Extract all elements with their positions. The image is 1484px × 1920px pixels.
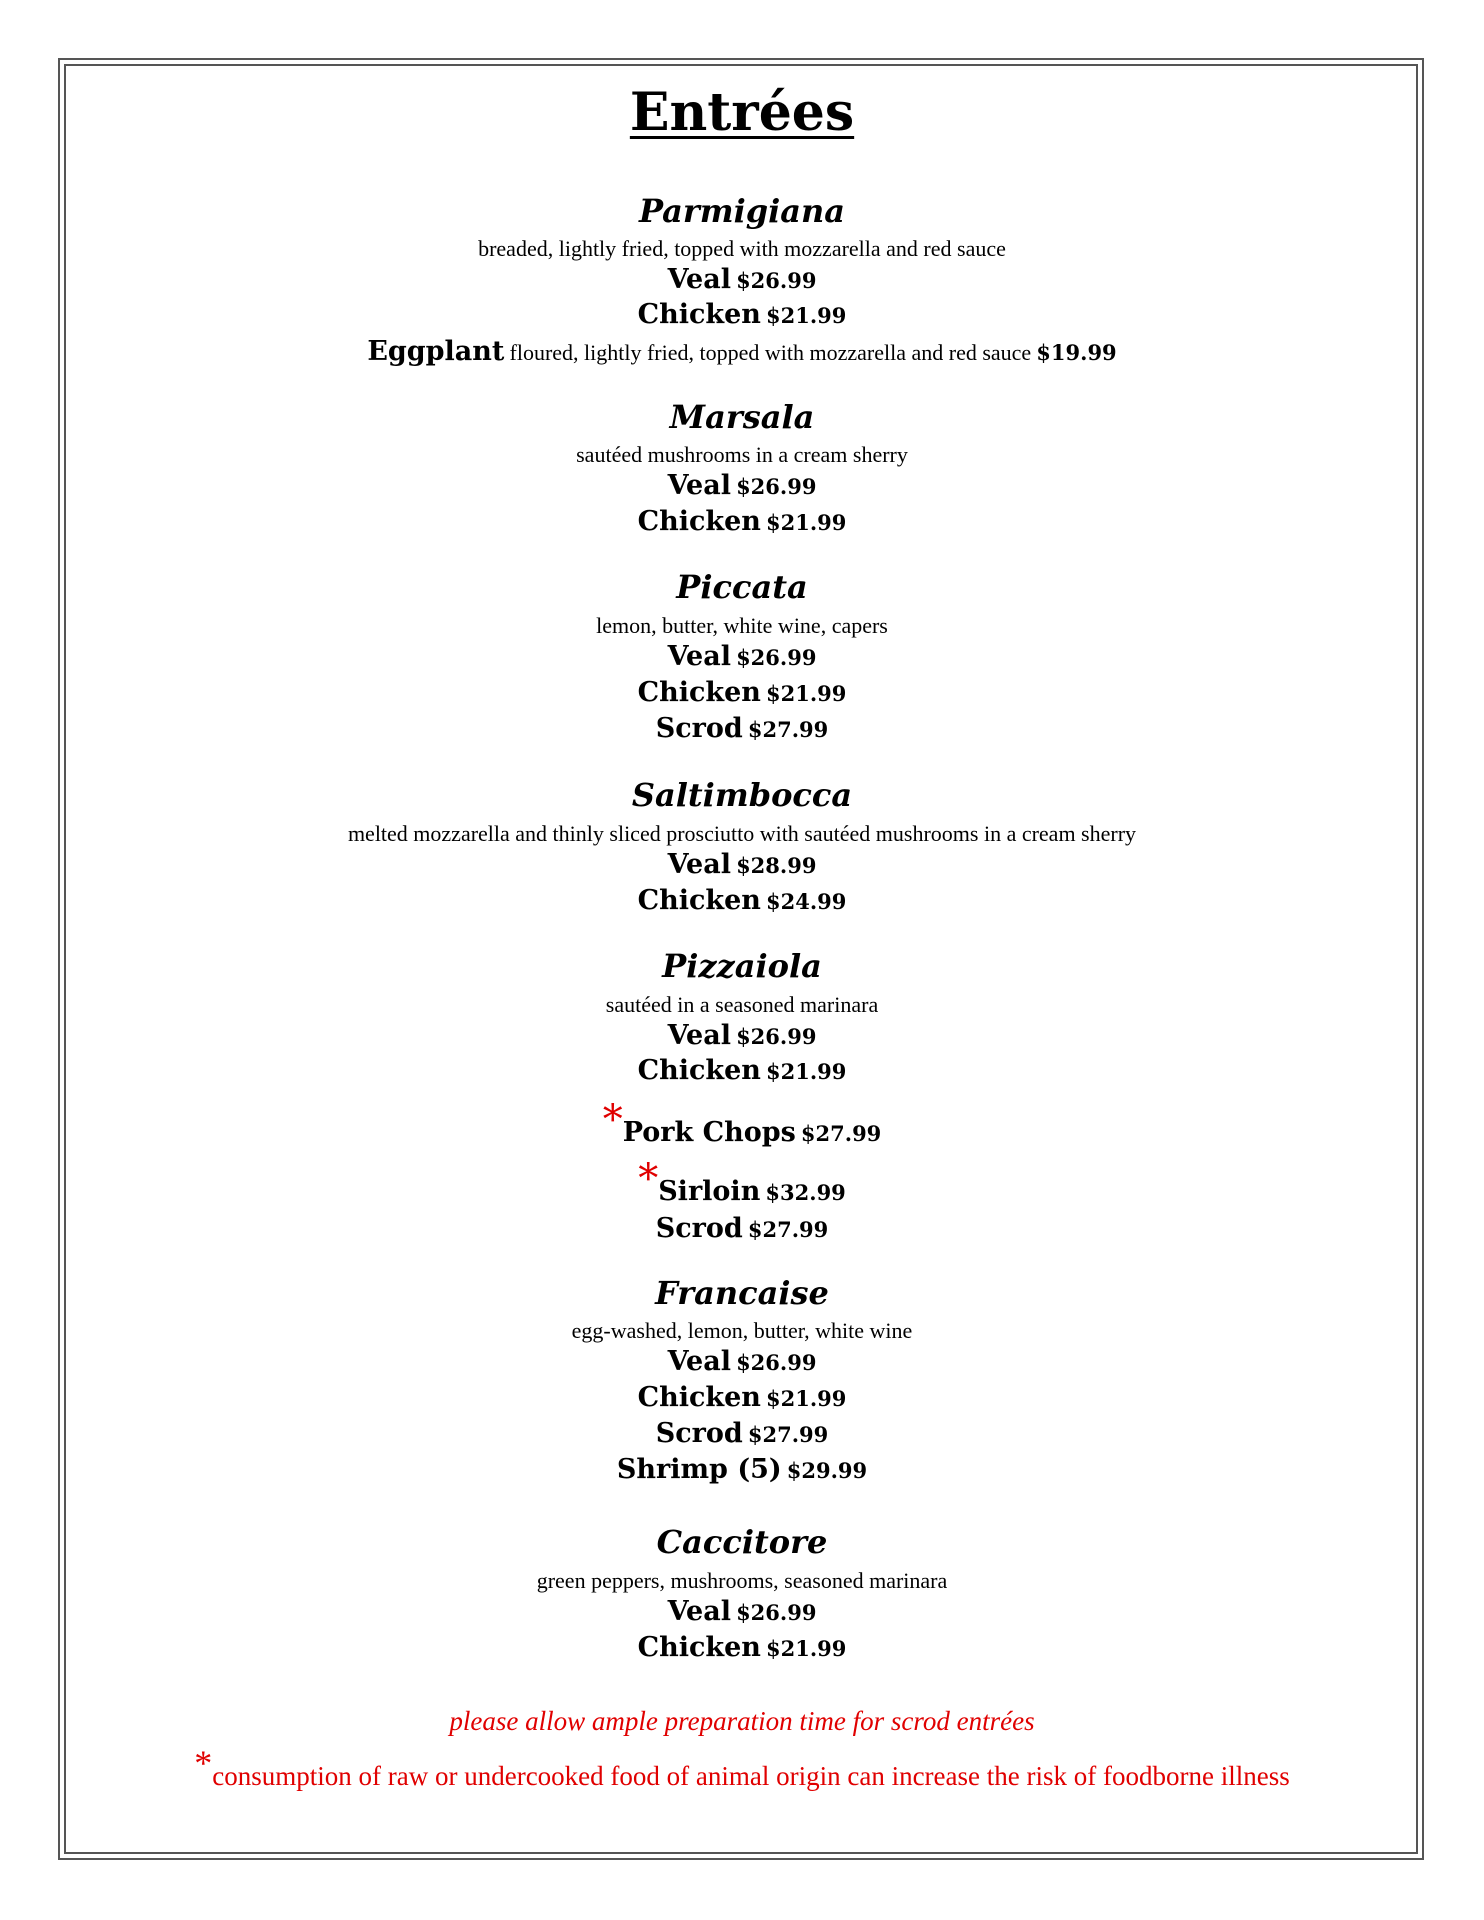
menu-item xyxy=(0,677,1484,708)
item-label: Shrimp (5) xyxy=(616,1454,782,1485)
eggplant-item xyxy=(0,336,1484,367)
item-price: $24.99 xyxy=(766,889,847,914)
dish-name: Marsala xyxy=(669,398,815,436)
item-price: $19.99 xyxy=(1036,340,1117,365)
item-price: $26.99 xyxy=(736,1350,817,1375)
menu-item xyxy=(0,1020,1484,1051)
menu-item xyxy=(0,1596,1484,1627)
item-label: Veal xyxy=(667,1596,731,1627)
dish-description: egg-washed, lemon, butter, white wine xyxy=(571,1318,913,1343)
item-label: Chicken xyxy=(637,677,761,708)
dish-description: breaded, lightly fried, topped with mozzarella and red sauce xyxy=(478,236,1006,261)
menu-item xyxy=(0,849,1484,880)
item-price: $32.99 xyxy=(765,1180,846,1205)
item-label: Chicken xyxy=(637,1632,761,1663)
item-price: $26.99 xyxy=(736,1024,817,1049)
item-label: Eggplant xyxy=(367,336,505,367)
menu-item xyxy=(0,506,1484,537)
dish-description: sautéed mushrooms in a cream sherry xyxy=(576,442,908,467)
page-title: Entrées xyxy=(629,82,855,143)
item-price: $21.99 xyxy=(766,1059,847,1084)
item-label: Veal xyxy=(667,1346,731,1377)
foodborne-warning xyxy=(0,1743,1484,1794)
item-price: $26.99 xyxy=(736,1600,817,1625)
menu-item xyxy=(0,1382,1484,1413)
asterisk-icon: * xyxy=(638,1156,659,1202)
item-label: Chicken xyxy=(637,1055,761,1086)
dish-name: Piccata xyxy=(676,568,808,606)
item-description: floured, lightly fried, topped with mozzarella and red sauce xyxy=(509,340,1032,365)
warning-text: consumption of raw or undercooked food of animal origin can increase the risk of foodborne illness xyxy=(212,1761,1290,1791)
menu-item xyxy=(0,264,1484,295)
menu-item xyxy=(0,885,1484,916)
item-label: Scrod xyxy=(655,1418,743,1449)
menu-item xyxy=(0,1632,1484,1663)
item-price: $21.99 xyxy=(766,303,847,328)
item-price: $21.99 xyxy=(766,1636,847,1661)
item-label: Veal xyxy=(667,1020,731,1051)
dish-description: green peppers, mushrooms, seasoned marinara xyxy=(536,1568,948,1593)
menu-item xyxy=(0,1055,1484,1086)
item-label: Scrod xyxy=(655,713,743,744)
dish-name: Pizzaiola xyxy=(662,947,822,985)
dish-name: Caccitore xyxy=(656,1523,828,1561)
item-label: Chicken xyxy=(637,506,761,537)
menu-item xyxy=(0,299,1484,330)
menu-item xyxy=(0,1097,1484,1151)
item-price: $27.99 xyxy=(747,1217,829,1242)
menu-item xyxy=(0,641,1484,672)
item-label: Pork Chops xyxy=(622,1117,796,1148)
item-label: Scrod xyxy=(655,1213,743,1244)
item-label: Chicken xyxy=(637,1382,761,1413)
dish-description: sautéed in a seasoned marinara xyxy=(605,992,879,1017)
item-label: Veal xyxy=(667,641,731,672)
item-price: $26.99 xyxy=(736,268,817,293)
item-price: $21.99 xyxy=(766,510,847,535)
menu-item xyxy=(0,470,1484,501)
menu-item xyxy=(0,1418,1484,1449)
item-price: $21.99 xyxy=(766,1386,847,1411)
item-price: $27.99 xyxy=(747,717,829,742)
item-price: $29.99 xyxy=(786,1458,868,1483)
item-label: Veal xyxy=(667,264,731,295)
dish-name: Saltimbocca xyxy=(631,776,853,814)
item-label: Veal xyxy=(667,849,731,880)
item-label: Chicken xyxy=(637,299,761,330)
menu-item xyxy=(0,1454,1484,1485)
item-price: $27.99 xyxy=(747,1422,829,1447)
dish-name: Francaise xyxy=(655,1274,829,1312)
menu-item xyxy=(0,1156,1484,1210)
dish-description: lemon, butter, white wine, capers xyxy=(596,613,888,638)
asterisk-icon: * xyxy=(194,1743,213,1783)
item-label: Sirloin xyxy=(658,1176,761,1207)
asterisk-icon: * xyxy=(602,1097,623,1143)
scrod-note: please allow ample preparation time for scrod entrées xyxy=(449,1706,1035,1736)
item-price: $21.99 xyxy=(766,681,847,706)
item-price: $28.99 xyxy=(736,853,817,878)
dish-description: melted mozzarella and thinly sliced prosciutto with sautéed mushrooms in a cream sherry xyxy=(347,821,1137,846)
item-price: $26.99 xyxy=(736,474,817,499)
menu-item xyxy=(0,1213,1484,1244)
item-price: $27.99 xyxy=(800,1121,882,1146)
menu-item xyxy=(0,1346,1484,1377)
menu-item xyxy=(0,713,1484,744)
item-label: Veal xyxy=(667,470,731,501)
dish-name: Parmigiana xyxy=(638,192,846,230)
item-price: $26.99 xyxy=(736,645,817,670)
item-label: Chicken xyxy=(637,885,761,916)
